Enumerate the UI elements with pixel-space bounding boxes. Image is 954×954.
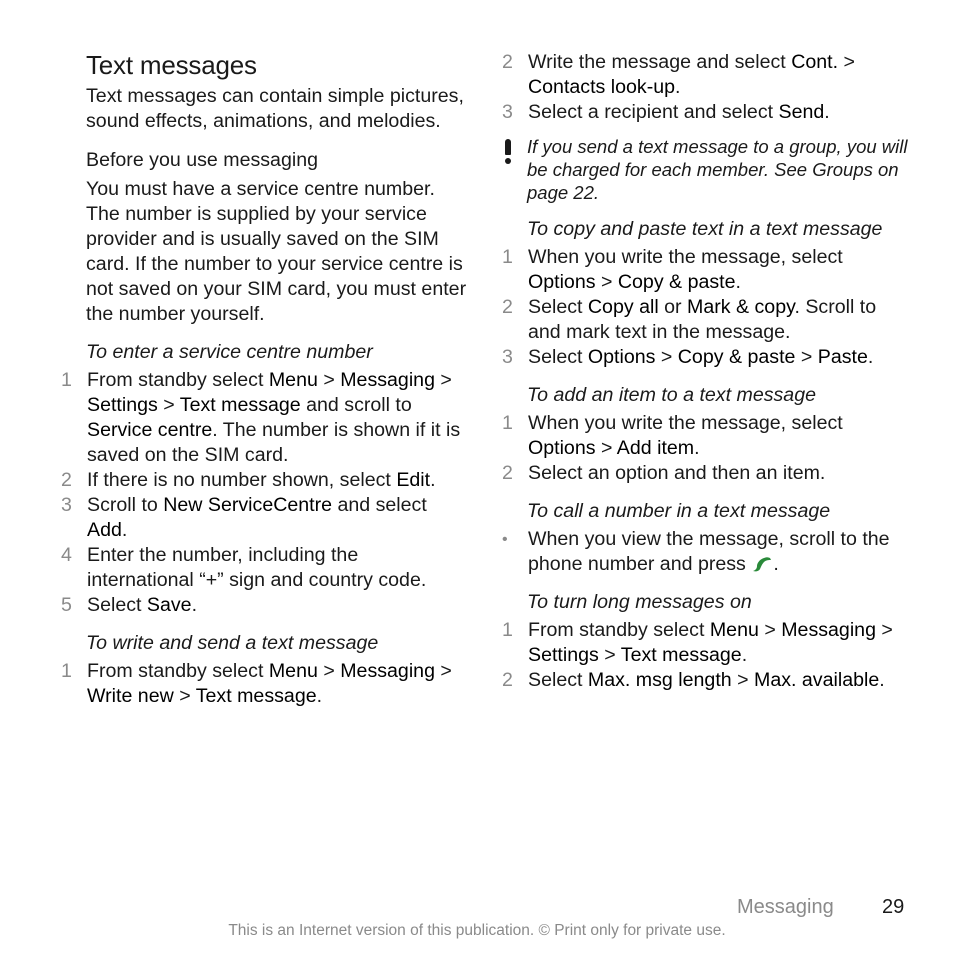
page-title: Text messages [86, 50, 257, 80]
step-fragment: . [694, 437, 700, 459]
step-fragment: . [675, 76, 681, 98]
menu-term: Add item [616, 437, 695, 459]
menu-term: Send [778, 101, 825, 123]
step-fragment: > [655, 346, 678, 368]
menu-term: Menu [709, 619, 759, 641]
step-number: 3 [61, 494, 72, 516]
task-heading-write-send: To write and send a text message [86, 632, 379, 654]
step-fragment: > [317, 660, 341, 682]
steps-long-messages [501, 618, 913, 693]
call-key-icon [751, 555, 773, 573]
step-text [528, 411, 913, 461]
menu-term: Service centre [87, 419, 213, 441]
intro-paragraph: Text messages can contain simple pictures, sound effects, animations, and melodies. [86, 85, 464, 132]
list-item [60, 368, 470, 468]
step-fragment: When you write the message, select [528, 246, 843, 268]
menu-term: Max. available [754, 669, 880, 691]
step-number: 2 [61, 469, 72, 491]
step-number: 3 [502, 101, 513, 123]
step-fragment: . [316, 685, 323, 707]
list-item [501, 245, 913, 295]
menu-term: Copy & paste [617, 271, 736, 293]
step-fragment: From standby select [87, 369, 269, 391]
step-fragment: > [731, 669, 754, 691]
menu-term: Messaging [781, 619, 876, 641]
step-fragment: Select [87, 594, 147, 616]
step-fragment: > [758, 619, 782, 641]
footer-section-name: Messaging [737, 896, 834, 918]
step-fragment: If there is no number shown, select [87, 469, 397, 491]
step-fragment: > [434, 660, 452, 682]
step-text [87, 659, 470, 709]
step-fragment: . [430, 469, 436, 491]
step-text [87, 468, 436, 493]
step-fragment: and scroll to [300, 394, 412, 416]
menu-term: Menu [268, 369, 318, 391]
list-item [60, 468, 470, 493]
menu-term: Messaging [340, 660, 435, 682]
menu-term: Save [146, 594, 192, 616]
note-block [501, 135, 913, 204]
step-fragment: . [735, 271, 741, 293]
list-item [501, 50, 913, 100]
list-item [60, 493, 470, 543]
step-fragment: . [867, 346, 874, 368]
step-fragment: Scroll to [87, 494, 164, 516]
call-step-end: . [773, 553, 779, 575]
step-fragment: Select [528, 669, 588, 691]
step-fragment: Enter the number, including the international “+” sign and country code. [87, 544, 427, 591]
step-text [87, 593, 197, 618]
list-item [501, 411, 913, 461]
step-text [528, 100, 830, 125]
menu-term: Paste [817, 346, 868, 368]
step-fragment: > [875, 619, 893, 641]
menu-term: Text message [195, 685, 317, 707]
step-fragment: Select an option and then an item. [528, 462, 826, 484]
menu-term: Text message [620, 644, 742, 666]
step-number: 2 [502, 462, 513, 484]
steps-write-send [60, 659, 470, 709]
step-fragment: Select a recipient and select [528, 101, 779, 123]
menu-term: Cont. [791, 51, 839, 73]
step-fragment: Select [528, 296, 588, 318]
step-text [528, 527, 913, 577]
menu-term: New ServiceCentre [163, 494, 333, 516]
step-fragment: . The number is shown if it is saved on the SIM card. [87, 419, 461, 466]
step-fragment: > [317, 369, 341, 391]
step-fragment: > [173, 685, 196, 707]
menu-term: Copy all [587, 296, 659, 318]
step-fragment: > [595, 271, 618, 293]
left-column [60, 50, 470, 709]
list-item [501, 527, 913, 577]
menu-term: Contacts look-up [528, 76, 676, 98]
page-number: 29 [882, 896, 905, 918]
note-text: If you send a text message to a group, you will be charged for each member. See Groups on page 22. [527, 136, 908, 203]
menu-term: Copy & paste [677, 346, 796, 368]
list-item [501, 100, 913, 125]
step-fragment: . [121, 519, 128, 541]
task-heading-service-centre: To enter a service centre number [86, 341, 373, 363]
step-number: 2 [502, 51, 513, 73]
menu-term: Settings [528, 644, 599, 666]
step-fragment: > [795, 346, 818, 368]
step-number: 4 [61, 544, 72, 566]
step-text [528, 245, 913, 295]
step-number: 3 [502, 346, 513, 368]
steps-service-centre [60, 368, 470, 618]
menu-term: Options [587, 346, 656, 368]
step-text [528, 345, 873, 370]
step-number: 2 [502, 296, 513, 318]
step-fragment: or [658, 296, 688, 318]
menu-term: Max. msg length [587, 669, 732, 691]
menu-term: Text message [179, 394, 301, 416]
list-item [501, 668, 913, 693]
step-text [528, 618, 913, 668]
list-item [60, 593, 470, 618]
list-item [60, 659, 470, 709]
list-item [501, 618, 913, 668]
step-text [87, 493, 470, 543]
steps-copy-paste [501, 245, 913, 370]
footer-disclaimer: This is an Internet version of this publication. © Print only for private use. [228, 922, 726, 939]
step-number: 1 [61, 369, 72, 391]
list-item [60, 543, 470, 593]
task-heading-long-messages: To turn long messages on [527, 591, 752, 613]
step-fragment: Select [528, 346, 588, 368]
list-item [501, 461, 913, 486]
step-fragment: and select [332, 494, 427, 516]
task-heading-call-number: To call a number in a text message [527, 500, 831, 522]
steps-call-number [501, 527, 913, 577]
step-number: 1 [502, 412, 513, 434]
exclamation-icon [501, 135, 527, 204]
bullet: • [502, 531, 508, 548]
step-fragment: Write the message and select [528, 51, 792, 73]
step-number: 5 [61, 594, 72, 616]
menu-term: Menu [268, 660, 318, 682]
step-fragment: From standby select [528, 619, 710, 641]
menu-term: Options [528, 437, 596, 459]
step-text [528, 50, 913, 100]
right-column [501, 50, 913, 693]
task-heading-copy-paste: To copy and paste text in a text message [527, 218, 883, 240]
step-text [528, 461, 825, 486]
step-fragment: . [191, 594, 198, 616]
step-fragment: . [879, 669, 885, 691]
step-fragment: . [741, 644, 748, 666]
step-text [528, 668, 885, 693]
menu-term: Edit [396, 469, 431, 491]
task-heading-add-item: To add an item to a text message [527, 384, 816, 406]
step-fragment: > [838, 51, 855, 73]
step-fragment: When you write the message, select [528, 412, 843, 434]
menu-term: Messaging [340, 369, 435, 391]
step-number: 2 [502, 669, 513, 691]
step-fragment: > [434, 369, 452, 391]
menu-term: Add [87, 519, 122, 541]
call-step-text: When you view the message, scroll to the phone number and press [528, 528, 890, 575]
step-number: 1 [61, 660, 72, 682]
list-item [501, 295, 913, 345]
step-text [87, 543, 470, 593]
menu-term: Write new [87, 685, 174, 707]
steps-write-send-continued [501, 50, 913, 125]
step-fragment: > [598, 644, 621, 666]
step-number: 1 [502, 619, 513, 641]
step-fragment: . Scroll to and mark text in the message. [528, 296, 877, 343]
before-paragraph: You must have a service centre number. The number is supplied by your service provider and is usually saved on the SIM card. If the number to your service centre is not saved on your SIM card, you must enter the number yourself. [86, 178, 467, 325]
step-text [87, 368, 470, 468]
menu-term: Options [528, 271, 596, 293]
menu-term: Settings [87, 394, 158, 416]
step-text [528, 295, 913, 345]
step-fragment: From standby select [87, 660, 269, 682]
before-heading: Before you use messaging [86, 149, 318, 171]
step-fragment: > [157, 394, 180, 416]
menu-term: Mark & copy [687, 296, 795, 318]
step-fragment: . [824, 101, 830, 123]
step-number: 1 [502, 246, 513, 268]
step-fragment: > [595, 437, 617, 459]
steps-add-item [501, 411, 913, 486]
list-item [501, 345, 913, 370]
